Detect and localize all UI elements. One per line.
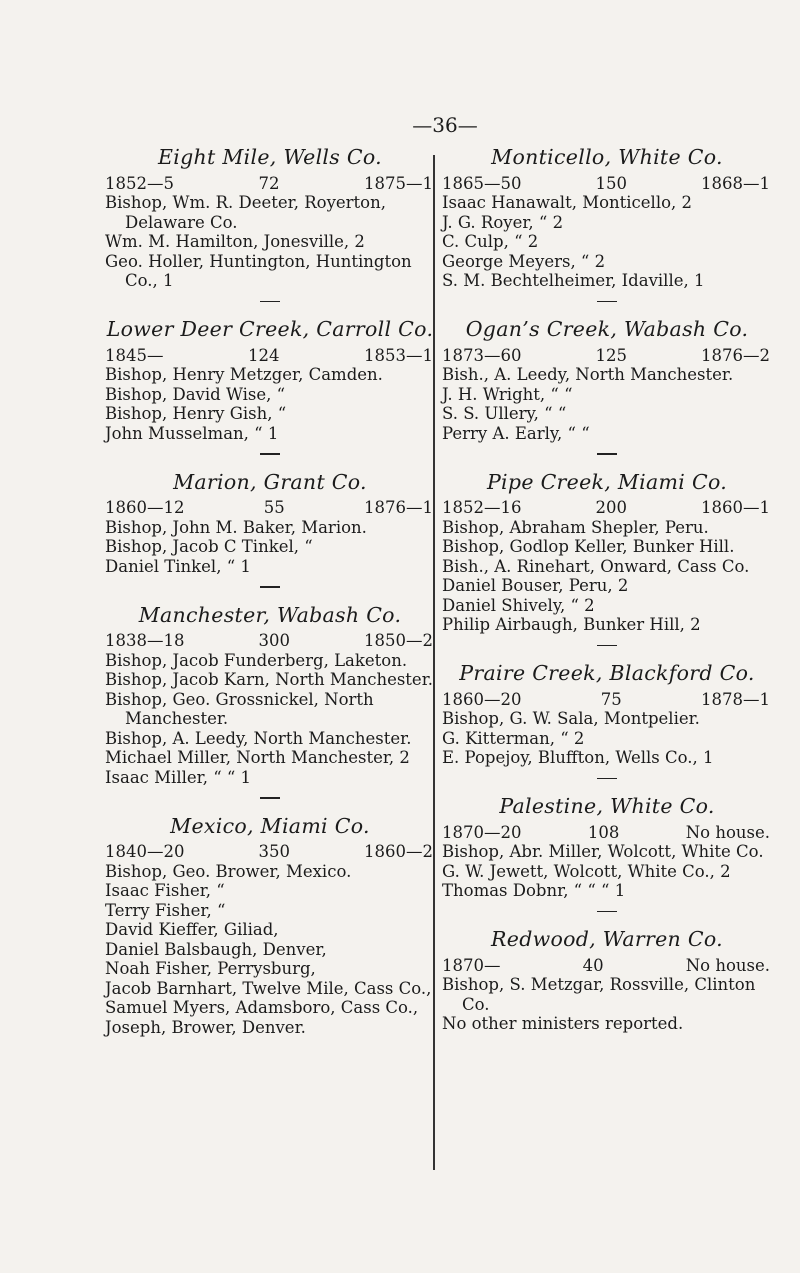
minister-entry: Bishop, Jacob C Tinkel, “ [105,537,313,556]
stat-founded: 1873—60 [442,345,522,365]
minister-entry: No other ministers reported. [442,1014,684,1033]
stat-house: 1860—2 [364,842,433,861]
minister-entry: Bishop, Henry Gish, “ [105,404,287,423]
minister-entry: E. Popejoy, Bluffton, Wells Co., 1 [442,748,714,767]
minister-entry: Jacob Barnhart, Twelve Mile, Cass Co., [105,978,432,998]
section-mexico [105,813,435,1038]
section-stats [442,174,772,194]
section-stats [442,956,772,976]
minister-entry: Bishop, John M. Baker, Marion. [105,517,367,537]
stat-members: 300 [258,631,290,650]
minister-entry: Geo. Holler, Huntington, Huntington Co., 1 [105,251,412,290]
section-title: Palestine, White Co. [499,794,715,818]
stat-house: 1860—1 [701,498,770,517]
minister-entry: Bishop, Wm. R. Deeter, Royerton, Delaware Co. [105,193,386,232]
minister-entry: Bishop, S. Metzgar, Rossville, Clinton Co. [442,975,756,1014]
section-pipe-creek [442,469,772,647]
section-stats [105,498,435,518]
stat-founded: 1860—12 [105,498,185,517]
minister-entry: Bishop, David Wise, “ [105,384,286,404]
minister-entry: Daniel Bouser, Peru, 2 [442,576,629,595]
minister-entry: Isaac Hanawalt, Monticello, 2 [442,193,693,212]
stat-house: 1868—1 [701,173,770,193]
minister-entry: Noah Fisher, Perrysburg, [105,959,316,978]
stat-founded: 1860—20 [442,689,522,709]
section-title: Eight Mile, Wells Co. [157,145,383,169]
stat-members: 124 [248,345,280,365]
minister-entry: Bishop, Geo. Brower, Mexico. [105,861,352,881]
section-rule [597,645,617,647]
minister-entry: Bishop, Jacob Funderberg, Laketon. [105,650,408,670]
minister-entry: Perry A. Early, “ “ [442,423,590,443]
section-stats [105,842,435,862]
minister-entry: Wm. M. Hamilton, Jonesville, 2 [105,232,365,251]
section-stats [105,174,435,194]
stat-founded: 1852—16 [442,498,522,517]
page-number: —36— [412,113,478,137]
stat-members: 72 [258,173,280,193]
stat-members: 200 [595,498,627,517]
stat-members: 350 [258,842,290,861]
stat-members: 125 [595,345,627,365]
stat-house: 1876—1 [364,498,433,517]
section-rule [260,797,280,799]
stat-founded: 1852—5 [105,173,174,193]
minister-entry: J. G. Royer, “ 2 [442,212,564,232]
minister-entry: Bish., A. Rinehart, Onward, Cass Co. [442,556,750,576]
stat-house: 1853—1 [364,345,433,365]
minister-entry: Bishop, Abraham Shepler, Peru. [442,517,709,537]
stat-founded: 1870—20 [442,822,522,842]
section-rule [597,911,617,913]
minister-entry: S. S. Ullery, “ “ [442,404,567,423]
minister-entry: Daniel Tinkel, “ 1 [105,556,251,576]
minister-entry: Bishop, A. Leedy, North Manchester. [105,728,412,748]
stat-founded: 1870— [442,955,501,975]
section-rule [597,778,617,780]
section-palestine [442,794,772,912]
minister-entry: David Kieffer, Giliad, [105,920,279,939]
section-stats [105,346,435,366]
section-rule [260,453,280,455]
stat-members: 75 [600,689,622,709]
minister-entry: Isaac Miller, “ “ 1 [105,767,252,787]
section-stats [442,346,772,366]
section-rule [260,586,280,588]
section-praire-creek [442,661,772,779]
minister-entry: George Meyers, “ 2 [442,251,606,271]
stat-members: 150 [595,173,627,193]
minister-entry: Bishop, G. W. Sala, Montpelier. [442,709,700,728]
minister-entry: Joseph, Brower, Denver. [105,1017,306,1037]
stat-founded: 1865—50 [442,173,522,193]
section-title: Lower Deer Creek, Carroll Co. [106,317,434,341]
left-column [105,145,435,1055]
minister-entry: Isaac Fisher, “ [105,881,225,900]
section-stats [442,823,772,843]
section-marion [105,469,435,588]
minister-entry: S. M. Bechtelheimer, Idaville, 1 [442,271,705,290]
stat-members: 55 [263,498,285,517]
section-stats [442,498,772,518]
minister-entry: Bishop, Abr. Miller, Wolcott, White Co. [442,842,764,861]
section-rule [260,301,280,303]
stat-members: 108 [587,822,620,842]
section-title: Redwood, Warren Co. [491,927,723,951]
minister-entry: C. Culp, “ 2 [442,232,539,251]
section-redwood [442,927,772,1034]
section-title: Pipe Creek, Miami Co. [486,469,728,494]
section-title: Praire Creek, Blackford Co. [459,661,755,685]
minister-entry: Michael Miller, North Manchester, 2 [105,748,410,767]
minister-entry: Samuel Myers, Adamsboro, Cass Co., [105,998,419,1017]
section-title: Monticello, White Co. [491,145,723,169]
minister-entry: Terry Fisher, “ [105,900,226,920]
minister-entry: Thomas Dobnr, “ “ “ 1 [442,881,626,900]
section-rule [597,453,617,455]
stat-house: No house. [685,955,770,975]
section-ogans-creek [442,317,772,455]
stat-house: 1875—1 [364,173,433,193]
section-title: Marion, Grant Co. [173,469,367,494]
section-rule [597,301,617,303]
section-lower-deer-creek [105,317,435,455]
stat-founded: 1845— [105,345,164,365]
section-manchester [105,602,435,799]
minister-entry: Bishop, Henry Metzger, Camden. [105,365,383,384]
minister-entry: Bishop, Jacob Karn, North Manchester. [105,670,434,689]
stat-house: 1876—2 [701,345,770,365]
section-monticello [442,145,772,302]
minister-entry: Daniel Balsbaugh, Denver, [105,939,327,959]
minister-entry: Bishop, Godlop Keller, Bunker Hill. [442,537,735,556]
section-title: Mexico, Miami Co. [170,813,370,838]
minister-entry: G. Kitterman, “ 2 [442,728,585,748]
stat-founded: 1840—20 [105,842,185,861]
minister-entry: G. W. Jewett, Wolcott, White Co., 2 [442,861,731,881]
stat-house: 1878—1 [701,689,770,709]
section-eight-mile [105,145,435,302]
right-column [442,145,772,1052]
section-title: Ogan’s Creek, Wabash Co. [465,317,749,341]
minister-entry: John Musselman, “ 1 [105,423,279,443]
section-stats [442,690,772,710]
section-stats [105,631,435,651]
minister-entry: Daniel Shively, “ 2 [442,595,595,615]
minister-entry: Philip Airbaugh, Bunker Hill, 2 [442,615,701,634]
stat-house: 1850—2 [364,631,433,650]
minister-entry: Bish., A. Leedy, North Manchester. [442,365,734,384]
minister-entry: Bishop, Geo. Grossnickel, North Manchester. [105,689,374,728]
stat-house: No house. [685,822,770,842]
stat-members: 40 [582,955,604,975]
stat-founded: 1838—18 [105,631,185,650]
minister-entry: J. H. Wright, “ “ [442,384,573,404]
section-title: Manchester, Wabash Co. [138,602,402,627]
